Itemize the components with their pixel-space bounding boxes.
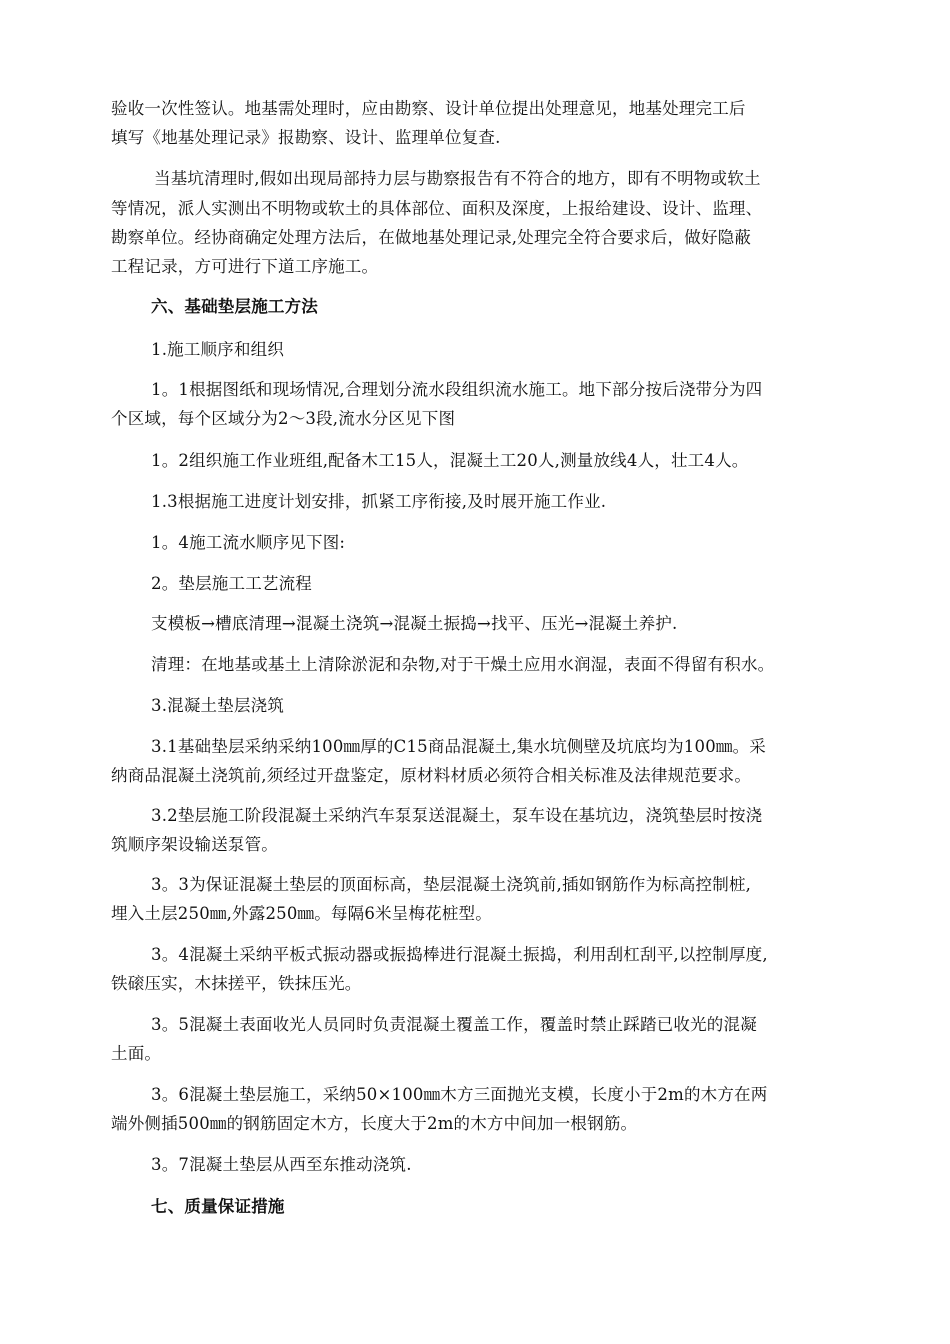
body-text-line: 填写《地基处理记录》报勘察、设计、监理单位复查. [111, 128, 501, 147]
body-text-line: 3.2垫层施工阶段混凝土采纳汽车泵泵送混凝土，泵车设在基坑边，浇筑垫层时按浇 [151, 806, 763, 825]
body-text-line: 1。2组织施工作业班组,配备木工15人，混凝土工20人,测量放线4人，壮工4人。 [151, 451, 749, 470]
subsection-heading: 2。垫层施工工艺流程 [151, 574, 312, 593]
subsection-heading: 3.混凝土垫层浇筑 [151, 696, 285, 715]
body-text-line: 清理：在地基或基土上清除淤泥和杂物,对于干燥土应用水润湿，表面不得留有积水。 [151, 655, 775, 674]
body-text-line: 当基坑清理时,假如出现局部持力层与勘察报告有不符合的地方，即有不明物或软土 [154, 169, 761, 188]
subsection-heading: 1.施工顺序和组织 [151, 340, 285, 359]
body-text-line: 工程记录，方可进行下道工序施工。 [111, 257, 379, 276]
body-text-line: 3。3为保证混凝土垫层的顶面标高，垫层混凝土浇筑前,插如钢筋作为标高控制桩, [151, 875, 752, 894]
section-heading: 七、质量保证措施 [151, 1197, 285, 1216]
body-text-line: 3.1基础垫层采纳采纳100㎜厚的C15商品混凝土,集水坑侧壁及坑底均为100㎜。采 [151, 737, 766, 756]
body-text-line: 支模板→槽底清理→混凝土浇筑→混凝土振捣→找平、压光→混凝土养护. [151, 614, 678, 633]
body-text-line: 纳商品混凝土浇筑前,须经过开盘鉴定，原材料材质必须符合相关标准及法律规范要求。 [111, 766, 752, 785]
body-text-line: 验收一次性签认。地基需处理时，应由勘察、设计单位提出处理意见，地基处理完工后 [111, 99, 746, 118]
body-text-line: 埋入土层250㎜,外露250㎜。每隔6米呈梅花桩型。 [111, 904, 492, 923]
body-text-line: 3。5混凝土表面收光人员同时负责混凝土覆盖工作，覆盖时禁止踩踏已收光的混凝 [151, 1015, 757, 1034]
body-text-line: 1。4施工流水顺序见下图: [151, 533, 346, 552]
body-text-line: 3。6混凝土垫层施工，采纳50×100㎜木方三面抛光支模，长度小于2m的木方在两 [151, 1085, 768, 1104]
body-text-line: 等情况，派人实测出不明物或软土的具体部位、面积及深度，上报给建设、设计、监理、 [111, 199, 763, 218]
body-text-line: 1.3根据施工进度计划安排，抓紧工序衔接,及时展开施工作业. [151, 492, 607, 511]
body-text-line: 3。4混凝土采纳平板式振动器或振捣棒进行混凝土振捣，利用刮杠刮平,以控制厚度, [151, 945, 768, 964]
section-heading: 六、基础垫层施工方法 [151, 297, 318, 316]
body-text-line: 土面。 [111, 1044, 162, 1063]
body-text-line: 勘察单位。经协商确定处理方法后，在做地基处理记录,处理完全符合要求后，做好隐蔽 [111, 228, 752, 247]
body-text-line: 筑顺序架设输送泵管。 [111, 835, 278, 854]
body-text-line: 端外侧插500㎜的钢筋固定木方，长度大于2m的木方中间加一根钢筋。 [111, 1114, 638, 1133]
body-text-line: 1。1根据图纸和现场情况,合理划分流水段组织流水施工。地下部分按后浇带分为四 [151, 380, 763, 399]
body-text-line: 3。7混凝土垫层从西至东推动浇筑. [151, 1155, 412, 1174]
body-text-line: 铁磙压实，木抹搓平，铁抹压光。 [111, 974, 362, 993]
body-text-line: 个区域，每个区域分为2～3段,流水分区见下图 [111, 409, 456, 428]
